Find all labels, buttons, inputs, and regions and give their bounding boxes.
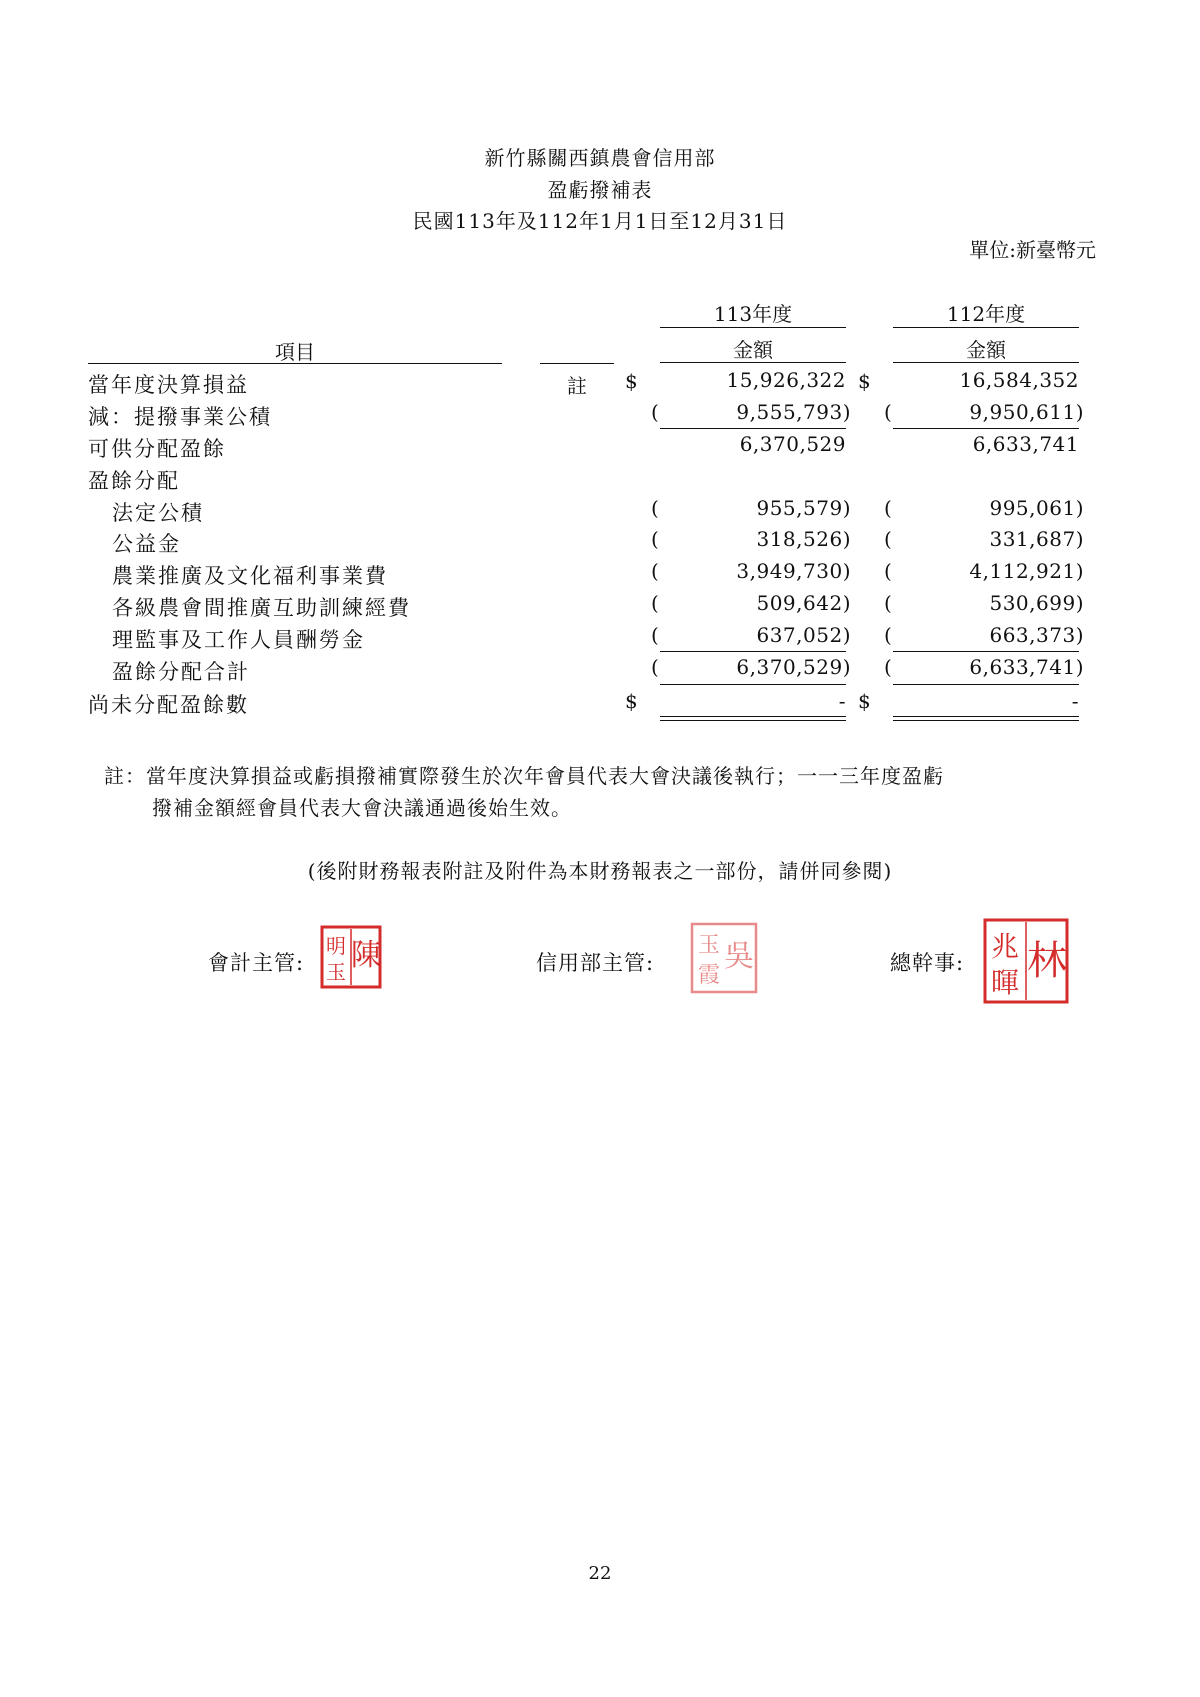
row-label: 法定公積: [112, 501, 204, 525]
row-note: 註: [567, 374, 587, 398]
col-113-amount-header: 金額: [733, 338, 773, 362]
row-112-value: 6,633,741: [972, 432, 1079, 456]
row-113-symbol: (: [651, 559, 659, 583]
row-112-value: 530,699): [989, 591, 1084, 615]
row-113-symbol: (: [651, 655, 659, 679]
attachment-note: (後附財務報表附註及附件為本財務報表之一部份，請併同參閱): [307, 859, 893, 883]
row-113-value: 15,926,322: [726, 368, 846, 392]
total-line-112: [893, 651, 1079, 652]
row-112-value: 331,687): [989, 527, 1084, 551]
stamp-char: 陳: [351, 938, 381, 973]
accounting-supervisor-label: 會計主管:: [208, 951, 305, 975]
row-112-symbol: (: [884, 400, 892, 424]
row-113-symbol: (: [651, 496, 659, 520]
row-112-symbol: (: [884, 496, 892, 520]
col-112-amount-header: 金額: [966, 338, 1006, 362]
row-113-value: 637,052): [756, 623, 851, 647]
row-113-symbol: $: [625, 369, 638, 393]
row-112-value: 995,061): [989, 496, 1084, 520]
row-label: 理監事及工作人員酬勞金: [112, 628, 365, 652]
col-note-underline: [540, 363, 614, 364]
row-113-value: 6,370,529: [739, 432, 846, 456]
row-113-symbol: $: [625, 689, 638, 713]
stamp-char: 兆: [990, 930, 1020, 963]
row-label: 盈餘分配合計: [112, 660, 250, 684]
row-112-value: 9,950,611): [969, 400, 1084, 424]
row-113-symbol: (: [651, 591, 659, 615]
col-113-year-underline: [660, 327, 846, 328]
total-line-113: [660, 651, 846, 652]
row-112-symbol: $: [858, 689, 871, 713]
row-label: 尚未分配盈餘數: [88, 693, 249, 717]
credit-seal-stamp: [690, 922, 758, 994]
row-113-value: 318,526): [756, 527, 851, 551]
subtotal-line-112: [893, 428, 1079, 429]
double-line-112-b: [893, 720, 1079, 721]
double-line-113-a: [660, 716, 846, 717]
row-label: 公益金: [112, 532, 181, 556]
organization-title: 新竹縣關西鎮農會信用部: [484, 146, 716, 170]
row-label: 各級農會間推廣互助訓練經費: [112, 596, 411, 620]
row-label: 盈餘分配: [88, 469, 180, 493]
row-113-symbol: (: [651, 527, 659, 551]
stamp-char: 林: [1027, 938, 1067, 984]
col-112-amount-underline: [893, 362, 1079, 363]
row-112-symbol: (: [884, 591, 892, 615]
stamp-char: 玉: [326, 960, 346, 984]
stamp-char: 暉: [990, 966, 1020, 999]
double-line-113-b: [660, 720, 846, 721]
footnote-line-2: 撥補金額經會員代表大會決議通過後始生效。: [152, 796, 572, 820]
stamp-char: 明: [326, 934, 346, 958]
col-112-year-underline: [893, 327, 1079, 328]
col-113-year-header: 113年度: [713, 302, 793, 326]
row-113-value: 509,642): [756, 591, 851, 615]
total-bottom-line-112: [893, 684, 1079, 685]
row-112-symbol: (: [884, 559, 892, 583]
footnote-line-1: 註：當年度決算損益或虧損撥補實際發生於次年會員代表大會決議後執行；一一三年度盈虧: [104, 764, 944, 788]
row-112-value: -: [1071, 689, 1079, 713]
general-manager-seal-stamp: [983, 918, 1069, 1004]
row-label: 減：提撥事業公積: [88, 405, 272, 429]
row-113-symbol: (: [651, 400, 659, 424]
row-112-value: 663,373): [989, 623, 1084, 647]
page-number: 22: [588, 1563, 612, 1584]
stamp-char: 霞: [697, 963, 721, 988]
general-manager-label: 總幹事:: [890, 951, 965, 975]
col-112-year-header: 112年度: [946, 302, 1026, 326]
row-112-symbol: (: [884, 527, 892, 551]
stamp-char: 玉: [697, 933, 721, 958]
row-113-value: 9,555,793): [736, 400, 851, 424]
report-period: 民國113年及112年1月1日至12月31日: [412, 209, 788, 233]
row-113-value: 3,949,730): [736, 559, 851, 583]
row-label: 農業推廣及文化福利事業費: [112, 564, 388, 588]
row-112-symbol: (: [884, 655, 892, 679]
col-item-underline: [88, 363, 502, 364]
row-113-symbol: (: [651, 623, 659, 647]
row-label: 可供分配盈餘: [88, 437, 226, 461]
credit-supervisor-label: 信用部主管:: [536, 951, 655, 975]
row-112-symbol: $: [858, 369, 871, 393]
row-112-value: 6,633,741): [969, 655, 1084, 679]
row-label: 當年度決算損益: [88, 373, 249, 397]
accounting-seal-stamp: [320, 925, 382, 989]
row-113-value: 955,579): [756, 496, 851, 520]
report-title: 盈虧撥補表: [547, 178, 653, 202]
subtotal-line-113: [660, 428, 846, 429]
stamp-char: 吳: [724, 939, 754, 974]
col-113-amount-underline: [660, 362, 846, 363]
row-113-value: -: [838, 689, 846, 713]
col-item-header: 項目: [275, 340, 315, 364]
row-112-value: 4,112,921): [969, 559, 1084, 583]
double-line-112-a: [893, 716, 1079, 717]
currency-unit: 單位:新臺幣元: [969, 238, 1096, 262]
row-112-value: 16,584,352: [959, 368, 1079, 392]
row-112-symbol: (: [884, 623, 892, 647]
total-bottom-line-113: [660, 684, 846, 685]
row-113-value: 6,370,529): [736, 655, 851, 679]
